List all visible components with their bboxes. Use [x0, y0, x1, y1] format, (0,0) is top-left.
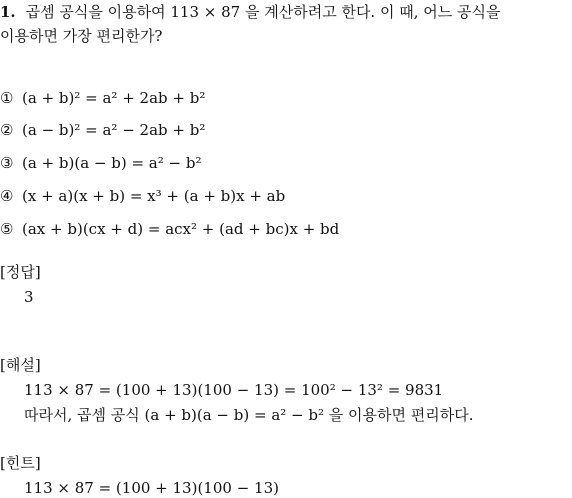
option-1-number: ① — [0, 89, 14, 107]
explanation-label: [해설] — [0, 356, 41, 374]
explanation-line-2: 따라서, 곱셈 공식 (a + b)(a − b) = a² − b² 을 이용하면 편리하다. — [24, 406, 474, 424]
option-2-text: (a − b)² = a² − 2ab + b² — [22, 121, 206, 139]
option-1-text: (a + b)² = a² + 2ab + b² — [22, 89, 206, 107]
question-text-1: 곱셈 공식을 이용하여 113 × 87 을 계산하려고 한다. 이 때, 어느 공식을 — [25, 3, 501, 21]
hint-line-1: 113 × 87 = (100 + 13)(100 − 13) — [24, 479, 279, 497]
answer-value: 3 — [24, 288, 34, 306]
option-5-text: (ax + b)(cx + d) = acx² + (ad + bc)x + bd — [22, 220, 340, 238]
option-3 — [0, 153, 202, 173]
answer-label: [정답] — [0, 263, 41, 281]
option-3-text: (a + b)(a − b) = a² − b² — [22, 154, 202, 172]
option-2-number: ② — [0, 121, 14, 139]
option-2 — [0, 120, 205, 140]
option-4-number: ④ — [0, 187, 14, 205]
option-5-number: ⑤ — [0, 220, 14, 238]
option-1 — [0, 88, 205, 108]
question-line-1 — [0, 2, 500, 22]
option-3-number: ③ — [0, 154, 14, 172]
question-text-2: 이용하면 가장 편리한가? — [0, 27, 163, 45]
explanation-line-1: 113 × 87 = (100 + 13)(100 − 13) = 100² − 13² = 9831 — [24, 381, 444, 399]
question-line-2 — [0, 26, 162, 46]
option-5 — [0, 219, 339, 239]
question-number: 1. — [0, 3, 16, 21]
hint-label: [힌트] — [0, 454, 41, 472]
option-4-text: (x + a)(x + b) = x³ + (a + b)x + ab — [22, 187, 286, 205]
option-4 — [0, 186, 285, 206]
